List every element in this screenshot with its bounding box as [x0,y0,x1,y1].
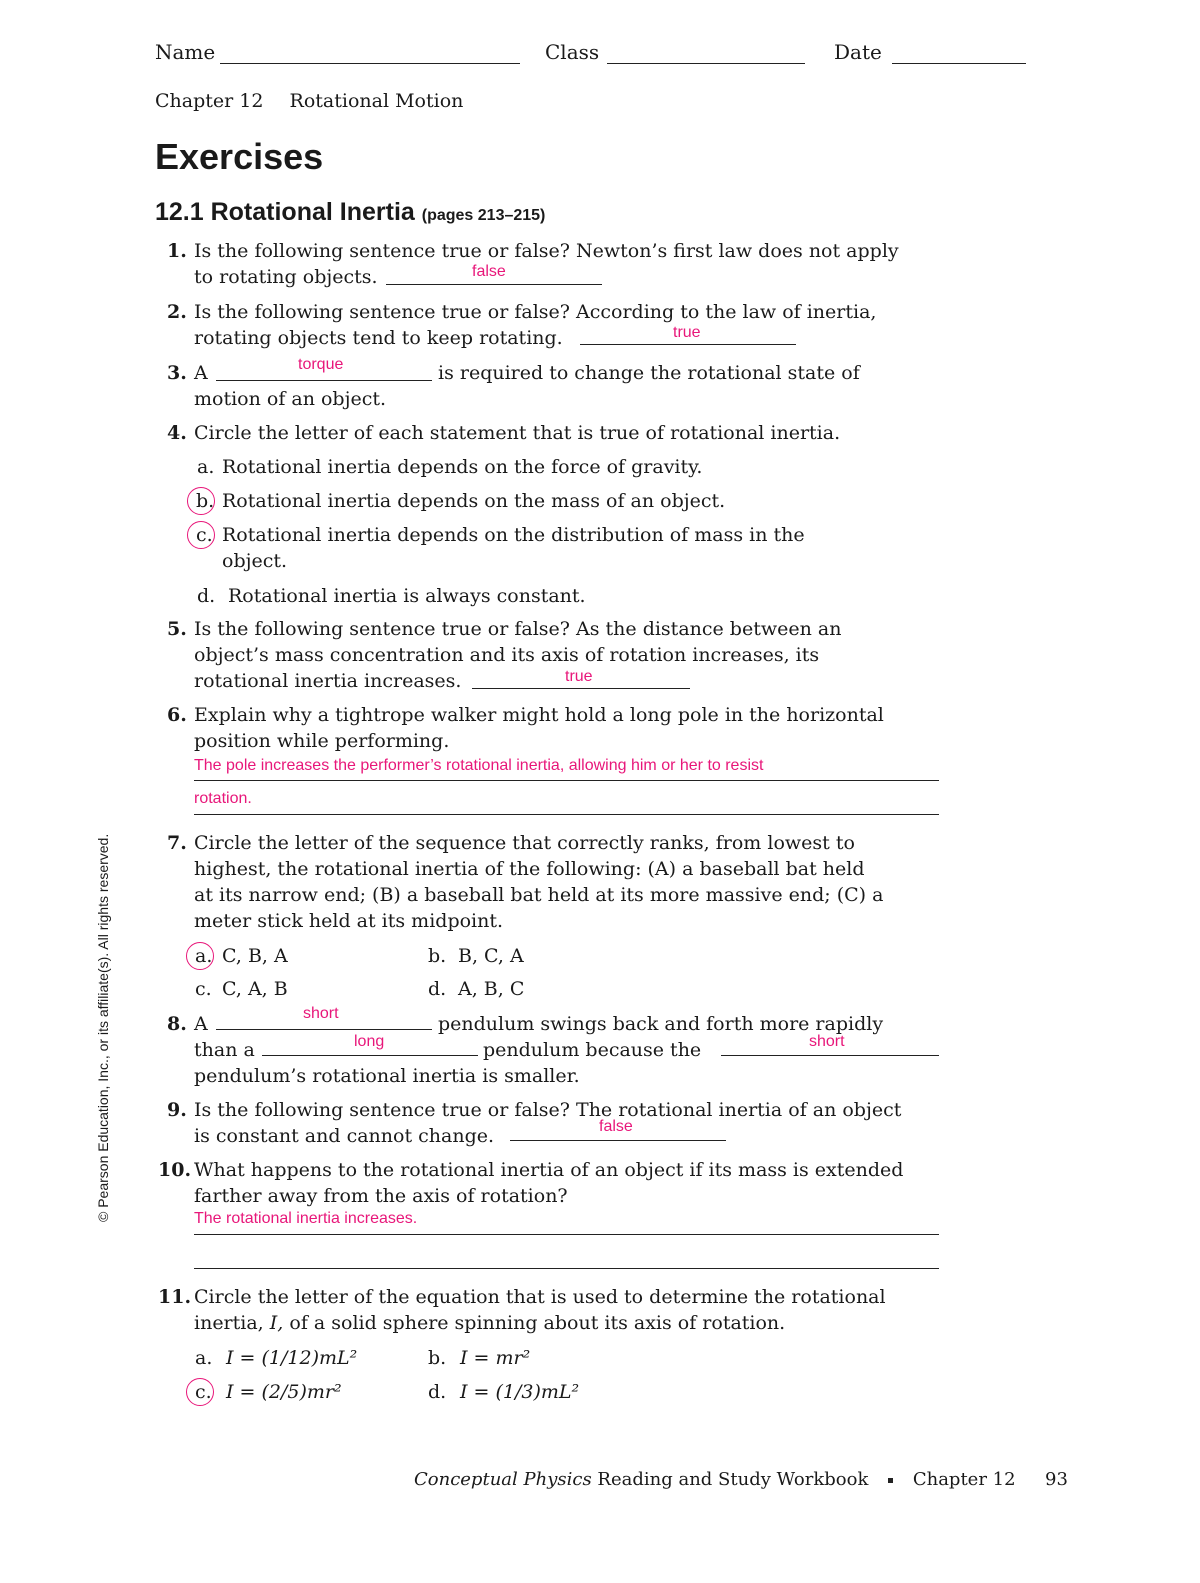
section-title-text: 12.1 Rotational Inertia [155,198,415,226]
q8-blank-2[interactable] [262,1055,478,1056]
q2-line1: Is the following sentence true or false? According to the law of inertia, [194,301,877,323]
q4-number: 4. [167,422,187,444]
q8-mid1: pendulum swings back and forth more rapidly [438,1013,884,1035]
q10-rule-1[interactable] [194,1234,939,1235]
q1-answer-blank[interactable] [386,284,602,285]
page-heading: Exercises [155,136,324,177]
q7-line2: highest, the rotational inertia of the following: (A) a baseball bat held [194,858,865,880]
q1-line1: Is the following sentence true or false? Newton’s first law does not apply [194,240,899,262]
q10-line2: farther away from the axis of rotation? [194,1185,568,1207]
q6-rule-1[interactable] [194,780,939,781]
q7-number: 7. [167,832,187,854]
q11-line2-b: of a solid sphere spinning about its axis of rotation. [289,1312,786,1334]
q2-number: 2. [167,301,187,323]
q7-option-a-letter[interactable]: a. [195,945,213,967]
footer-book-title: Conceptual Physics [414,1469,592,1490]
q5-number: 5. [167,618,187,640]
q8-number: 8. [167,1013,187,1035]
q6-answer-line1: The pole increases the performer’s rotational inertia, allowing him or her to resist [194,757,764,774]
q8-answer-1: short [303,1005,339,1022]
q4-text: Circle the letter of each statement that is true of rotational inertia. [194,422,841,444]
section-title [155,198,545,227]
q11-option-a: I = (1/12)mL² [226,1347,358,1369]
q3-post: is required to change the rotational state of [438,362,860,384]
q7-line4: meter stick held at its midpoint. [194,910,504,932]
q6-line2: position while performing. [194,730,450,752]
q6-answer-line2: rotation. [194,790,252,807]
q2-line2: rotating objects tend to keep rotating. [194,327,563,349]
q5-answer-blank[interactable] [472,688,690,689]
q7-option-b: B, C, A [458,945,524,967]
q7-option-d: A, B, C [458,978,525,1000]
q7-option-b-letter[interactable]: b. [428,945,447,967]
footer [414,1469,1068,1490]
chapter-title: Rotational Motion [289,90,464,112]
q8-than: than a [194,1039,255,1061]
q7-option-a: C, B, A [222,945,288,967]
q8-answer-2: long [354,1033,385,1050]
q5-line3: rotational inertia increases. [194,670,462,692]
q11-line2 [194,1310,785,1336]
q8-blank-3[interactable] [721,1055,939,1056]
footer-bullet [888,1478,893,1483]
q10-number: 10. [158,1159,192,1181]
q6-line1: Explain why a tightrope walker might hold a long pole in the horizontal [194,704,884,726]
q5-answer: true [565,668,593,685]
q3-answer-blank[interactable] [216,380,432,381]
q11-line1: Circle the letter of the equation that is used to determine the rotational [194,1286,886,1308]
q4-option-a-letter[interactable]: a. [197,456,215,478]
chapter-label [155,90,463,112]
q4-option-c-line2: object. [222,550,288,572]
side-copyright: © Pearson Education, Inc., or its affiliate(s). All rights reserved. [95,833,111,1222]
q10-answer: The rotational inertia increases. [194,1210,418,1227]
q11-line2-symbol: I, [269,1312,284,1334]
q7-line3: at its narrow end; (B) a baseball bat held at its more massive end; (C) a [194,884,884,906]
date-field[interactable] [892,63,1026,64]
q7-line1: Circle the letter of the sequence that correctly ranks, from lowest to [194,832,855,854]
section-pages: (pages 213–215) [421,207,546,224]
q4-option-b-letter[interactable]: b. [196,490,215,512]
q1-line2: to rotating objects. [194,266,378,288]
q6-rule-2[interactable] [194,814,939,815]
q4-option-a: Rotational inertia depends on the force of gravity. [222,456,703,478]
q8-answer-3: short [809,1033,845,1050]
q8-pre: A [194,1013,208,1035]
page-number: 93 [1045,1469,1068,1490]
q7-option-c: C, A, B [222,978,288,1000]
q1-answer: false [472,263,506,280]
q4-option-d-letter[interactable]: d. [197,585,216,607]
q9-answer: false [599,1118,633,1135]
q11-option-c: I = (2/5)mr² [226,1381,342,1403]
q4-option-d: Rotational inertia is always constant. [228,585,586,607]
q11-option-a-letter[interactable]: a. [195,1347,213,1369]
name-label: Name [155,40,216,64]
q9-line2: is constant and cannot change. [194,1125,495,1147]
q2-answer-blank[interactable] [580,344,796,345]
q3-pre: A [194,362,208,384]
q9-line1: Is the following sentence true or false? The rotational inertia of an object [194,1099,902,1121]
q8-mid2: pendulum because the [483,1039,702,1061]
q4-option-c-line1: Rotational inertia depends on the distribution of mass in the [222,524,805,546]
q2-answer: true [673,324,701,341]
q11-option-b-letter[interactable]: b. [428,1347,447,1369]
q1-number: 1. [167,240,187,262]
q11-line2-a: inertia, [194,1312,264,1334]
q11-option-d: I = (1/3)mL² [460,1381,580,1403]
q4-option-c-letter[interactable]: c. [196,524,213,546]
q6-number: 6. [167,704,187,726]
q5-line1: Is the following sentence true or false? As the distance between an [194,618,842,640]
chapter-number: Chapter 12 [155,90,264,112]
q8-blank-1[interactable] [216,1029,432,1030]
q9-number: 9. [167,1099,187,1121]
q7-option-c-letter[interactable]: c. [195,978,212,1000]
date-label: Date [834,40,882,64]
footer-chapter: Chapter 12 [912,1469,1016,1490]
class-label: Class [545,40,600,64]
q3-line2: motion of an object. [194,388,387,410]
q10-line1: What happens to the rotational inertia of an object if its mass is extended [194,1159,904,1181]
q11-option-d-letter[interactable]: d. [428,1381,447,1403]
name-field[interactable] [220,63,520,64]
q3-number: 3. [167,362,187,384]
class-field[interactable] [607,63,805,64]
q8-line3: pendulum’s rotational inertia is smaller. [194,1065,580,1087]
q11-option-c-letter[interactable]: c. [195,1381,212,1403]
q3-answer: torque [298,356,344,373]
q9-answer-blank[interactable] [510,1140,726,1141]
q5-line2: object’s mass concentration and its axis of rotation increases, its [194,644,820,666]
q7-option-d-letter[interactable]: d. [428,978,447,1000]
q4-option-b: Rotational inertia depends on the mass of an object. [222,490,726,512]
footer-book-rest: Reading and Study Workbook [597,1469,869,1490]
q11-number: 11. [158,1286,192,1308]
q11-option-b: I = mr² [460,1347,531,1369]
q10-rule-2[interactable] [194,1268,939,1269]
